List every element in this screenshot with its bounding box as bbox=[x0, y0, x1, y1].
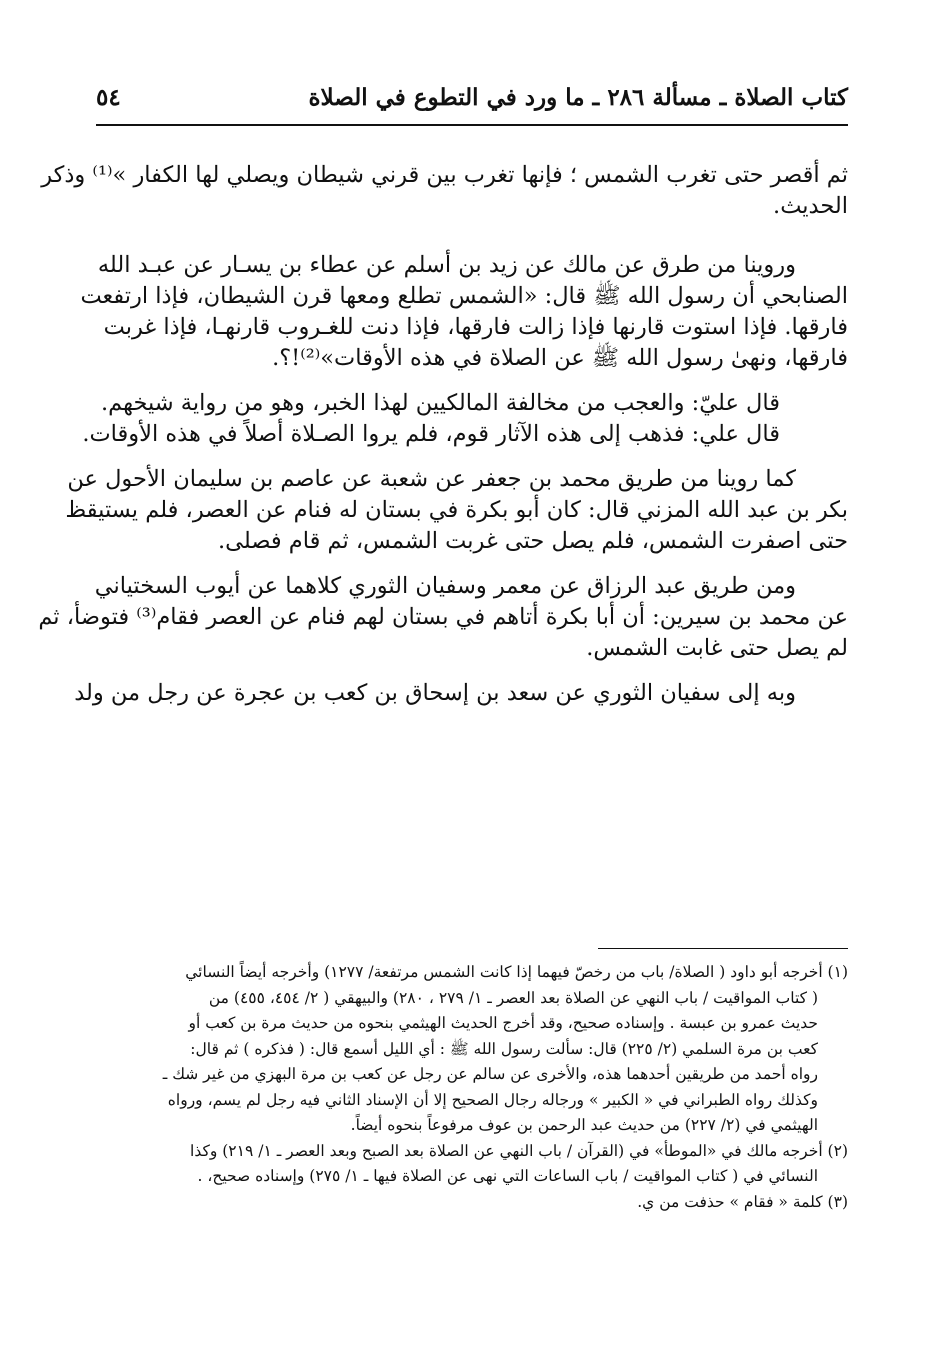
text-line: الصنابحي أن رسول الله ﷺ قال: «الشمس تطلع ومعها قرن الشيطان، فإذا ارتفعت bbox=[80, 283, 848, 309]
text-line: فارقها. فإذا استوت قارنها فإذا زالت فارقها، فإذا دنت للغـروب قارنهـا، فإذا غربت bbox=[103, 314, 848, 340]
text-line: حتى اصفرت الشمس، فلم يصل حتى غربت الشمس، ثم قام فصلى. bbox=[218, 528, 848, 554]
footnote-separator bbox=[598, 948, 848, 949]
text-line: قال علي: فذهب إلى هذه الآثار قوم، فلم يروا الصـلاة أصلاً في هذه الأوقات. bbox=[82, 421, 780, 447]
text-line: قال عليّ: والعجب من مخالفة المالكيين لهذا الخبر، وهو من رواية شيخهم. bbox=[100, 390, 780, 416]
text-line: الحديث. bbox=[773, 193, 848, 219]
footnotes bbox=[96, 960, 848, 1215]
text-line: كما روينا من طريق محمد بن جعفر عن شعبة عن عاصم بن سليمان الأحول عن bbox=[67, 466, 796, 492]
footnote-line: كعب بن مرة السلمي (٢/ ٢٢٥) قال: سألت رسول الله ﷺ : أي الليل أسمع قال: ( فذكره ) ثم قال: bbox=[190, 1039, 818, 1058]
text-line: وبه إلى سفيان الثوري عن سعد بن إسحاق بن كعب بن عجرة عن رجل من ولد bbox=[74, 680, 796, 706]
running-header bbox=[96, 74, 848, 126]
text-line: فارقها، ونهىٰ رسول الله ﷺ عن الصلاة في هذه الأوقات»⁽²⁾!؟. bbox=[272, 345, 848, 371]
text-line: ومن طريق عبد الرزاق عن معمر وسفيان الثوري كلاهما عن أيوب السختياني bbox=[94, 573, 796, 599]
footnote-line: (٢) أخرجه مالك في «الموطأ» في (القرآن / باب النهي عن الصلاة بعد الصبح وبعد العصر ـ ١/ ٢١٩) وكذا bbox=[190, 1141, 848, 1160]
footnote-line: (١) أخرجه أبو داود ( الصلاة/ باب من رخصّ فيهما إذا كانت الشمس مرتفعة/ ١٢٧٧) وأخرجه أيضاً النسائي bbox=[185, 963, 848, 981]
text-line: لم يصل حتى غابت الشمس. bbox=[586, 635, 848, 661]
text-line: عن محمد بن سيرين: أن أبا بكرة أتاهم في بستان لهم فنام عن العصر فقام⁽³⁾ فتوضأ، ثم bbox=[38, 604, 848, 630]
footnote-line: النسائي في ( كتاب المواقيت / باب الساعات التي نهى عن الصلاة فيها ـ ١/ ٢٧٥) وإسناده صحيح، . bbox=[197, 1167, 818, 1185]
footnote-line: الهيثمي في (٢/ ٢٢٧) من حديث عبد الرحمن بن عوف مرفوعاً بنحوه أيضاً. bbox=[350, 1116, 818, 1134]
text-line: ثم أقصر حتى تغرب الشمس ؛ فإنها تغرب بين قرني شيطان ويصلي لها الكفار »⁽¹⁾ وذكر bbox=[41, 162, 848, 188]
footnote-line: رواه أحمد من طريقين أحدهما هذه، والأخرى عن سالم عن رجل عن كعب بن مرة البهزي من غير شك ـ bbox=[162, 1065, 818, 1083]
header-title: كتاب الصلاة ـ مسألة ٢٨٦ ـ ما ورد في التطوع في الصلاة bbox=[308, 84, 848, 111]
footnote-line: ( كتاب المواقيت / باب النهي عن الصلاة بعد العصر ـ ١/ ٢٧٩ ، ٢٨٠) والبيهقي ( ٢/ ٤٥٤، ٤٥٥) من bbox=[208, 988, 818, 1007]
footnote-line: وكذلك رواه الطبراني في « الكبير » ورجاله رجال الصحيح إلا أن الإسناد الثاني فيه رجل لم يسم، ورواه bbox=[167, 1090, 818, 1109]
page-number: ٥٤ bbox=[96, 84, 121, 111]
text-line: بكر بن عبد الله المزني قال: كان أبو بكرة في بستان له فنام عن العصر، فلم يستيقظ bbox=[65, 497, 848, 523]
footnote-line: (٣) كلمة « فقام » حذفت من ي. bbox=[637, 1192, 848, 1211]
text-line: وروينا من طرق عن مالك عن زيد بن أسلم عن عطاء بن يسـار عن عبـد الله bbox=[97, 252, 796, 278]
footnote-line: حديث عمرو بن عبسة . وإسناده صحيح، وقد أخرج الحديث الهيثمي بنحوه من حديث مرة بن كعب أو bbox=[188, 1014, 818, 1032]
main-text bbox=[38, 160, 848, 709]
